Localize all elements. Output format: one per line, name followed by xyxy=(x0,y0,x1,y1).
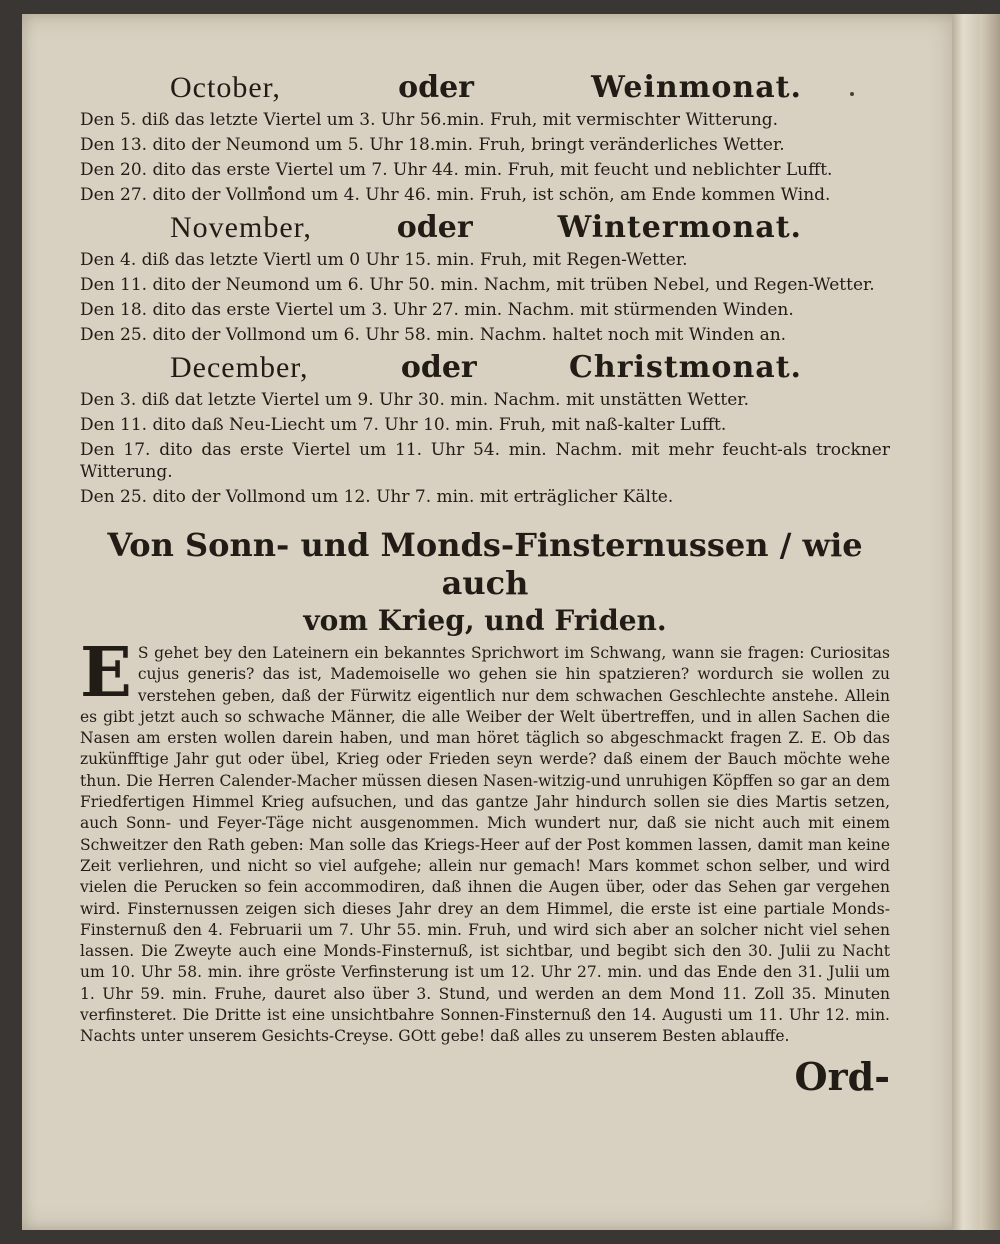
month-oder: oder xyxy=(400,350,477,385)
section-body xyxy=(80,633,890,1048)
moon-phase-entry: Den 5. diß das letzte Viertel um 3. Uhr 56.min. Fruh, mit vermischter Witterung. xyxy=(80,110,779,130)
page-content xyxy=(80,66,890,1098)
facing-page-edge xyxy=(980,14,1000,1230)
month-german-name: Wintermonat. xyxy=(557,210,802,245)
month-oder: oder xyxy=(396,210,473,245)
drop-cap: E xyxy=(80,633,132,713)
month-header-december xyxy=(80,350,890,385)
moon-phase-entry: Den 25. dito der Vollmond um 6. Uhr 58. min. Nachm. haltet noch mit Winden an. xyxy=(80,325,787,345)
catchword-row xyxy=(80,1054,890,1098)
month-header-november xyxy=(80,210,890,245)
moon-phase-entry: Den 4. diß das letzte Viertl um 0 Uhr 15. min. Fruh, mit Regen-Wetter. xyxy=(80,250,688,270)
catchword: Ord- xyxy=(794,1053,890,1099)
section-heading: Von Sonn- und Monds-Finsternussen / wie auch xyxy=(107,526,863,602)
moon-phase-entry: Den 11. dito daß Neu-Liecht um 7. Uhr 10. min. Fruh, mit naß-kalter Lufft. xyxy=(80,415,727,435)
page-gutter xyxy=(952,14,980,1230)
moon-phase-entry: Den 27. dito der Vollmond um 4. Uhr 46. min. Fruh, ist schön, am Ende kommen Wind. xyxy=(80,185,831,205)
month-german-name: Christmonat. xyxy=(569,350,802,385)
month-name: October, xyxy=(170,71,281,104)
section-body-text: S gehet bey den Lateinern ein bekanntes Sprichwort im Schwang, wann sie fragen: Curiositas cujus generis? das ist, Mademoiselle wo gehen sie hin spatzieren? wordurch sie wollen zu verstehen geben, daß der Fürwitz eigentlich nur dem schwachen Geschlechte anstehe. Allein es gibt jetzt auch so schwache Männer, die alle Weiber der Welt übertreffen, und in allen Sachen die Nasen am ersten wollen darein haben, und man höret täglich so abgeschmackt fragen Z. E. Ob das zukünfftige Jahr gut oder übel, Krieg oder Frieden seyn werde? daß einem der Bauch möchte wehe thun. Die Herren Calender-Macher müssen diesen Nasen-witzig-und unruhigen Köpffen so gar an dem Friedfertigen Himmel Krieg aufsuchen, und das gantze Jahr hindurch sollen sie dies Martis setzen, auch Sonn- und Feyer-Täge nicht ausgenommen. Mich wundert nur, daß sie nicht auch mit einem Schweitzer den Rath geben: Man solle das Kriegs-Heer auf der Post kommen lassen, damit man keine Zeit verliehren, und nicht so viel aufgehe; allein nur gemach! Mars kommet schon selber, und wird vielen die Perucken so fein accommodiren, daß ihnen die Augen über, oder das Sehen gar vergehen wird. Finsternussen zeigen sich dieses Jahr drey an dem Himmel, die erste ist eine partiale Monds-Finsternuß den 4. Februarii um 7. Uhr 55. min. Fruh, und wird sich aber an solcher nicht viel sehen lassen. Die Zweyte auch eine Monds-Finsternuß, ist sichtbar, und begibt sich den 30. Julii zu Nacht um 10. Uhr 58. min. ihre gröste Verfinsterung ist um 12. Uhr 27. min. und das Ende den 31. Julii um 1. Uhr 59. min. Fruhe, dauret also über 3. Stund, und werden an dem Mond 11. Zoll 35. Minuten verfinsteret. Die Dritte ist eine unsichtbahre Sonnen-Finsternuß den 14. Augusti um 11. Uhr 12. min. Nachts unter unserem Gesichts-Creyse. GOtt gebe! daß alles zu unserem Besten ablauffe. xyxy=(80,644,890,1046)
moon-phase-entry: Den 18. dito das erste Viertel um 3. Uhr 27. min. Nachm. mit stürmenden Winden. xyxy=(80,300,794,320)
month-name: December, xyxy=(170,351,309,384)
moon-phase-entry: Den 3. diß dat letzte Viertel um 9. Uhr 30. min. Nachm. mit unstätten Wetter. xyxy=(80,390,749,410)
section-subheading: vom Krieg, und Friden. xyxy=(303,604,667,637)
moon-phase-entry: Den 25. dito der Vollmond um 12. Uhr 7. min. mit erträglicher Kälte. xyxy=(80,487,674,507)
moon-phase-entry: Den 11. dito der Neumond um 6. Uhr 50. min. Nachm, mit trüben Nebel, und Regen-Wetter. xyxy=(80,275,875,295)
month-oder: oder xyxy=(398,70,474,105)
moon-phase-entry: Den 13. dito der Neumond um 5. Uhr 18.min. Fruh, bringt veränderliches Wetter. xyxy=(80,135,785,155)
moon-phase-entry: Den 20. dito das erste Viertel um 7. Uhr 44. min. Fruh, mit feucht und neblichter Lufft. xyxy=(80,160,833,180)
month-header-october xyxy=(80,70,890,105)
month-name: November, xyxy=(170,211,312,244)
moon-phase-entry: Den 17. dito das erste Viertel um 11. Uhr 54. min. Nachm. mit mehr feucht-als trockner Witterung. xyxy=(80,440,890,482)
month-german-name: Weinmonat. xyxy=(591,70,802,105)
